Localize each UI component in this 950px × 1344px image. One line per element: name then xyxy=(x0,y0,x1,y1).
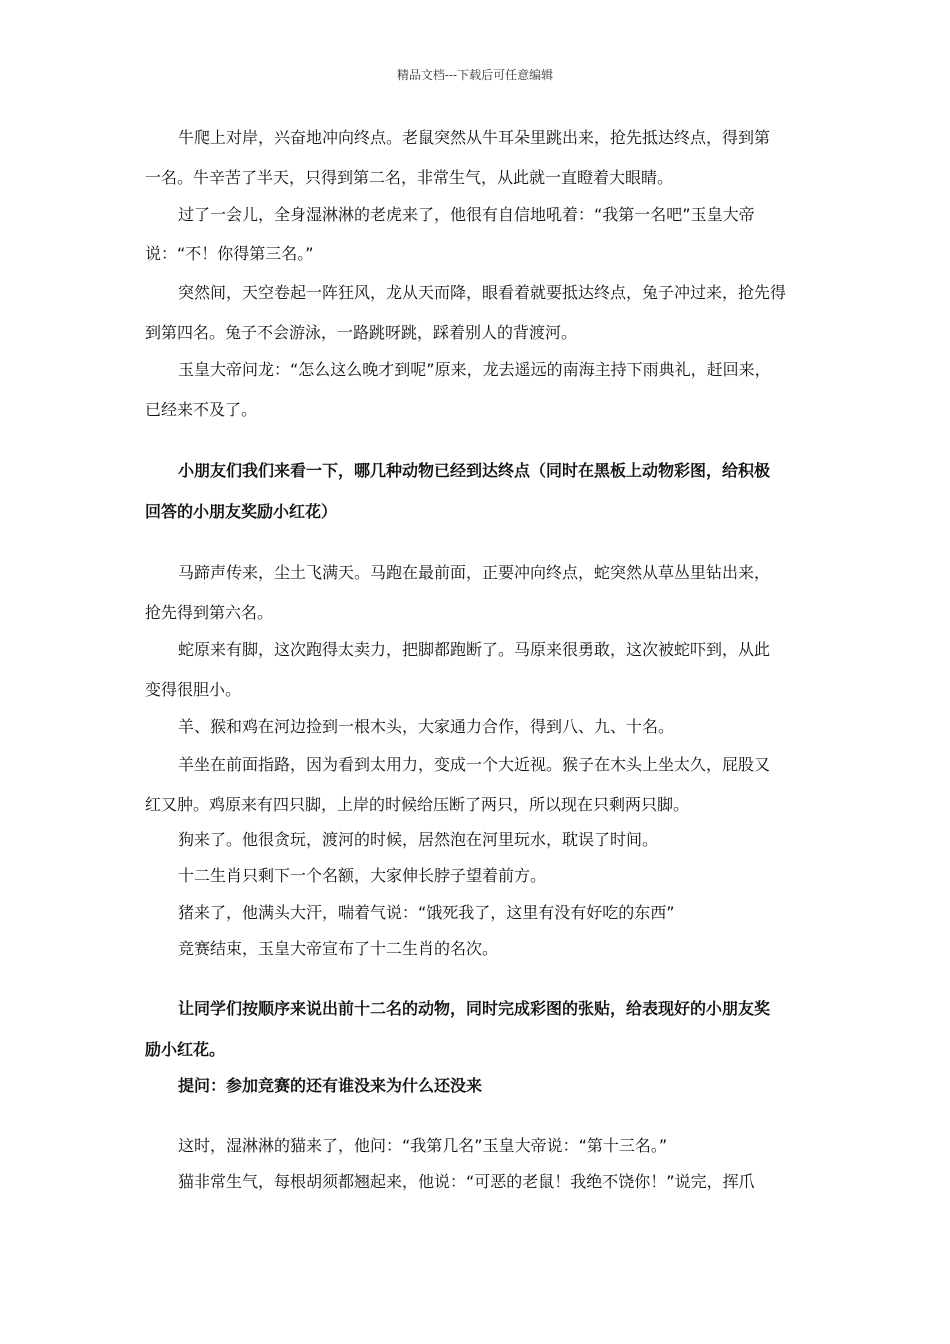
teacher-instruction-line: 回答的小朋友奖励小红花） xyxy=(145,502,338,521)
paragraph-line: 突然间，天空卷起一阵狂风，龙从天而降，眼看着就要抵达终点，兔子冲过来，抢先得 xyxy=(178,283,787,302)
page-header: 精品文档---下载后可任意编辑 xyxy=(396,68,554,82)
paragraph-line: 说：“不！你得第三名。” xyxy=(145,244,314,263)
paragraph-line: 已经来不及了。 xyxy=(145,400,258,419)
paragraph-line: 马蹄声传来，尘土飞满天。马跑在最前面，正要冲向终点，蛇突然从草丛里钻出来， xyxy=(178,563,771,582)
paragraph-line: 蛇原来有脚，这次跑得太卖力，把脚都跑断了。马原来很勇敢，这次被蛇吓到，从此 xyxy=(178,640,771,659)
teacher-question-line: 提问：参加竞赛的还有谁没来为什么还没来 xyxy=(178,1076,483,1095)
teacher-instruction-line: 小朋友们我们来看一下，哪几种动物已经到达终点（同时在黑板上动物彩图，给积极 xyxy=(178,461,771,480)
paragraph-line: 抢先得到第六名。 xyxy=(145,603,274,622)
paragraph-line: 这时，湿淋淋的猫来了，他问：“我第几名”玉皇大帝说：“第十三名。” xyxy=(178,1136,668,1155)
paragraph-line: 猫非常生气，每根胡须都翘起来，他说：“可恶的老鼠！我绝不饶你！”说完，挥爪 xyxy=(178,1172,755,1191)
paragraph-line: 红又肿。鸡原来有四只脚，上岸的时候给压断了两只，所以现在只剩两只脚。 xyxy=(145,795,690,814)
paragraph-line: 十二生肖只剩下一个名额，大家伸长脖子望着前方。 xyxy=(178,866,547,885)
paragraph-line: 玉皇大帝问龙：“怎么这么晚才到呢”原来，龙去遥远的南海主持下雨典礼，赶回来， xyxy=(178,360,771,379)
paragraph-line: 羊坐在前面指路，因为看到太用力，变成一个大近视。猴子在木头上坐太久，屁股又 xyxy=(178,755,771,774)
paragraph-line: 到第四名。兔子不会游泳，一路跳呀跳，踩着别人的背渡河。 xyxy=(145,323,578,342)
paragraph-line: 竞赛结束，玉皇大帝宣布了十二生肖的名次。 xyxy=(178,939,499,958)
teacher-instruction-line: 让同学们按顺序来说出前十二名的动物，同时完成彩图的张贴，给表现好的小朋友奖 xyxy=(178,999,771,1018)
paragraph-line: 牛爬上对岸，兴奋地冲向终点。老鼠突然从牛耳朵里跳出来，抢先抵达终点，得到第 xyxy=(178,128,771,147)
paragraph-line: 变得很胆小。 xyxy=(145,680,242,699)
paragraph-line: 一名。牛辛苦了半天，只得到第二名，非常生气，从此就一直瞪着大眼睛。 xyxy=(145,168,674,187)
paragraph-line: 狗来了。他很贪玩，渡河的时候，居然泡在河里玩水，耽误了时间。 xyxy=(178,830,659,849)
paragraph-line: 猪来了，他满头大汗，喘着气说：“饿死我了，这里有没有好吃的东西” xyxy=(178,903,675,922)
teacher-instruction-line: 励小红花。 xyxy=(145,1040,226,1059)
paragraph-line: 羊、猴和鸡在河边捡到一根木头，大家通力合作，得到八、九、十名。 xyxy=(178,717,675,736)
paragraph-line: 过了一会儿，全身湿淋淋的老虎来了，他很有自信地吼着：“我第一名吧”玉皇大帝 xyxy=(178,205,755,224)
